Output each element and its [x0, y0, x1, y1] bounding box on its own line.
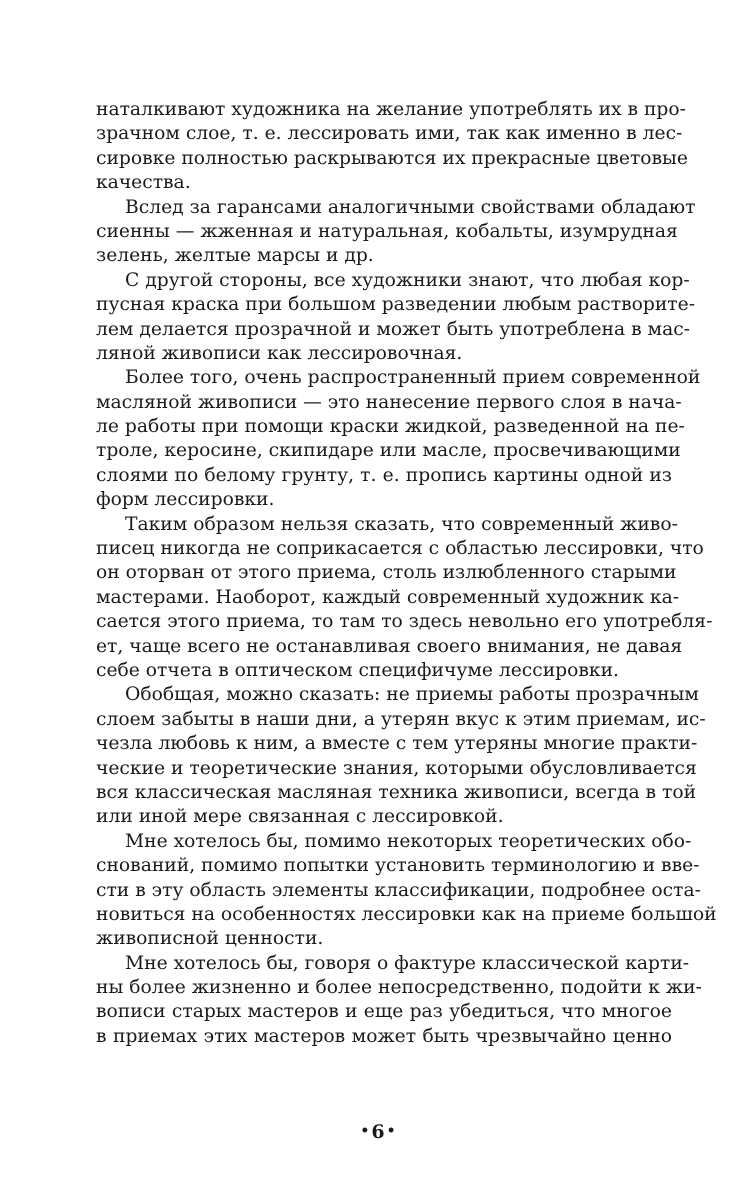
text-line: он оторван от этого приема, столь излюбленного старыми: [96, 562, 677, 584]
text-line: ет, чаще всего не останавливая своего внимания, не давая: [96, 635, 683, 657]
text-line: наталкивают художника на желание употреблять их в про-: [96, 99, 686, 120]
text-line: ле работы при помощи краски жидкой, разведенной на пе-: [96, 416, 685, 438]
page-number-value: 6: [371, 1121, 385, 1143]
text-line: чезла любовь к ним, а вместе с тем утеряны многие практи-: [96, 733, 698, 755]
text-line: себе отчета в оптическом специфичуме лессировки.: [96, 659, 619, 681]
text-line: сти в эту область элементы классификации, подробнее оста-: [96, 879, 701, 901]
page-number: [0, 1120, 756, 1145]
text-line: зрачном слое, т. е. лессировать ими, так как именно в лес-: [96, 123, 683, 145]
text-line: в приемах этих мастеров может быть чрезвычайно ценно: [96, 1025, 672, 1047]
text-line: живописной ценности.: [96, 928, 324, 950]
text-line: ляной живописи как лессировочная.: [96, 342, 463, 364]
text-line: троле, керосине, скипидаре или масле, просвечивающими: [96, 440, 681, 462]
text-line: сировке полностью раскрываются их прекрасные цветовые: [96, 147, 688, 169]
text-line: Обобщая, можно сказать: не приемы работы прозрачным: [125, 684, 699, 706]
text-line: масляной живописи — это нанесение первого слоя в нача-: [96, 391, 682, 413]
text-line: Мне хотелось бы, помимо некоторых теоретических обо-: [125, 830, 692, 852]
page-number-ornament-left: •: [360, 1123, 370, 1139]
text-line: мастерами. Наоборот, каждый современный художник ка-: [96, 586, 680, 608]
text-line: вописи старых мастеров и еще раз убедиться, что многое: [96, 1001, 672, 1023]
page-number-ornament-right: •: [386, 1123, 396, 1139]
text-line: или иной мере связанная с лессировкой.: [96, 806, 504, 828]
text-line: пусная краска при большом разведении любым растворите-: [96, 294, 696, 316]
text-line: писец никогда не соприкасается с областью лессировки, что: [96, 538, 704, 560]
text-line: Более того, очень распространенный прием современной: [125, 367, 701, 389]
text-line: качества.: [96, 172, 191, 194]
text-line: слоем забыты в наши дни, а утерян вкус к этим приемам, ис-: [96, 708, 706, 730]
body-text: [96, 98, 717, 1049]
text-line: новиться на особенностях лессировки как на приеме большой: [96, 903, 717, 925]
text-line: Таким образом нельзя сказать, что современный живо-: [125, 513, 678, 535]
text-line: зелень, желтые марсы и др.: [96, 245, 374, 267]
text-line: сается этого приема, то там то здесь невольно его употребля-: [96, 611, 713, 633]
text-line: сиенны — жженная и натуральная, кобальты, изумрудная: [96, 220, 678, 242]
text-line: слоями по белому грунту, т. е. пропись картины одной из: [96, 464, 672, 486]
text-line: С другой стороны, все художники знают, что любая кор-: [125, 269, 690, 291]
text-line: Мне хотелось бы, говоря о фактуре классической карти-: [125, 952, 690, 974]
text-line: лем делается прозрачной и может быть употреблена в мас-: [96, 318, 690, 340]
text-line: ческие и теоретические знания, которыми обусловливается: [96, 757, 697, 779]
text-line: вся классическая масляная техника живописи, всегда в той: [96, 781, 697, 803]
text-line: ны более жизненно и более непосредственно, подойти к жи-: [96, 977, 702, 999]
text-line: снований, помимо попытки установить терминологию и вве-: [96, 855, 700, 877]
text-line: Вслед за гарансами аналогичными свойствами обладают: [125, 196, 696, 218]
text-line: форм лессировки.: [96, 489, 275, 511]
